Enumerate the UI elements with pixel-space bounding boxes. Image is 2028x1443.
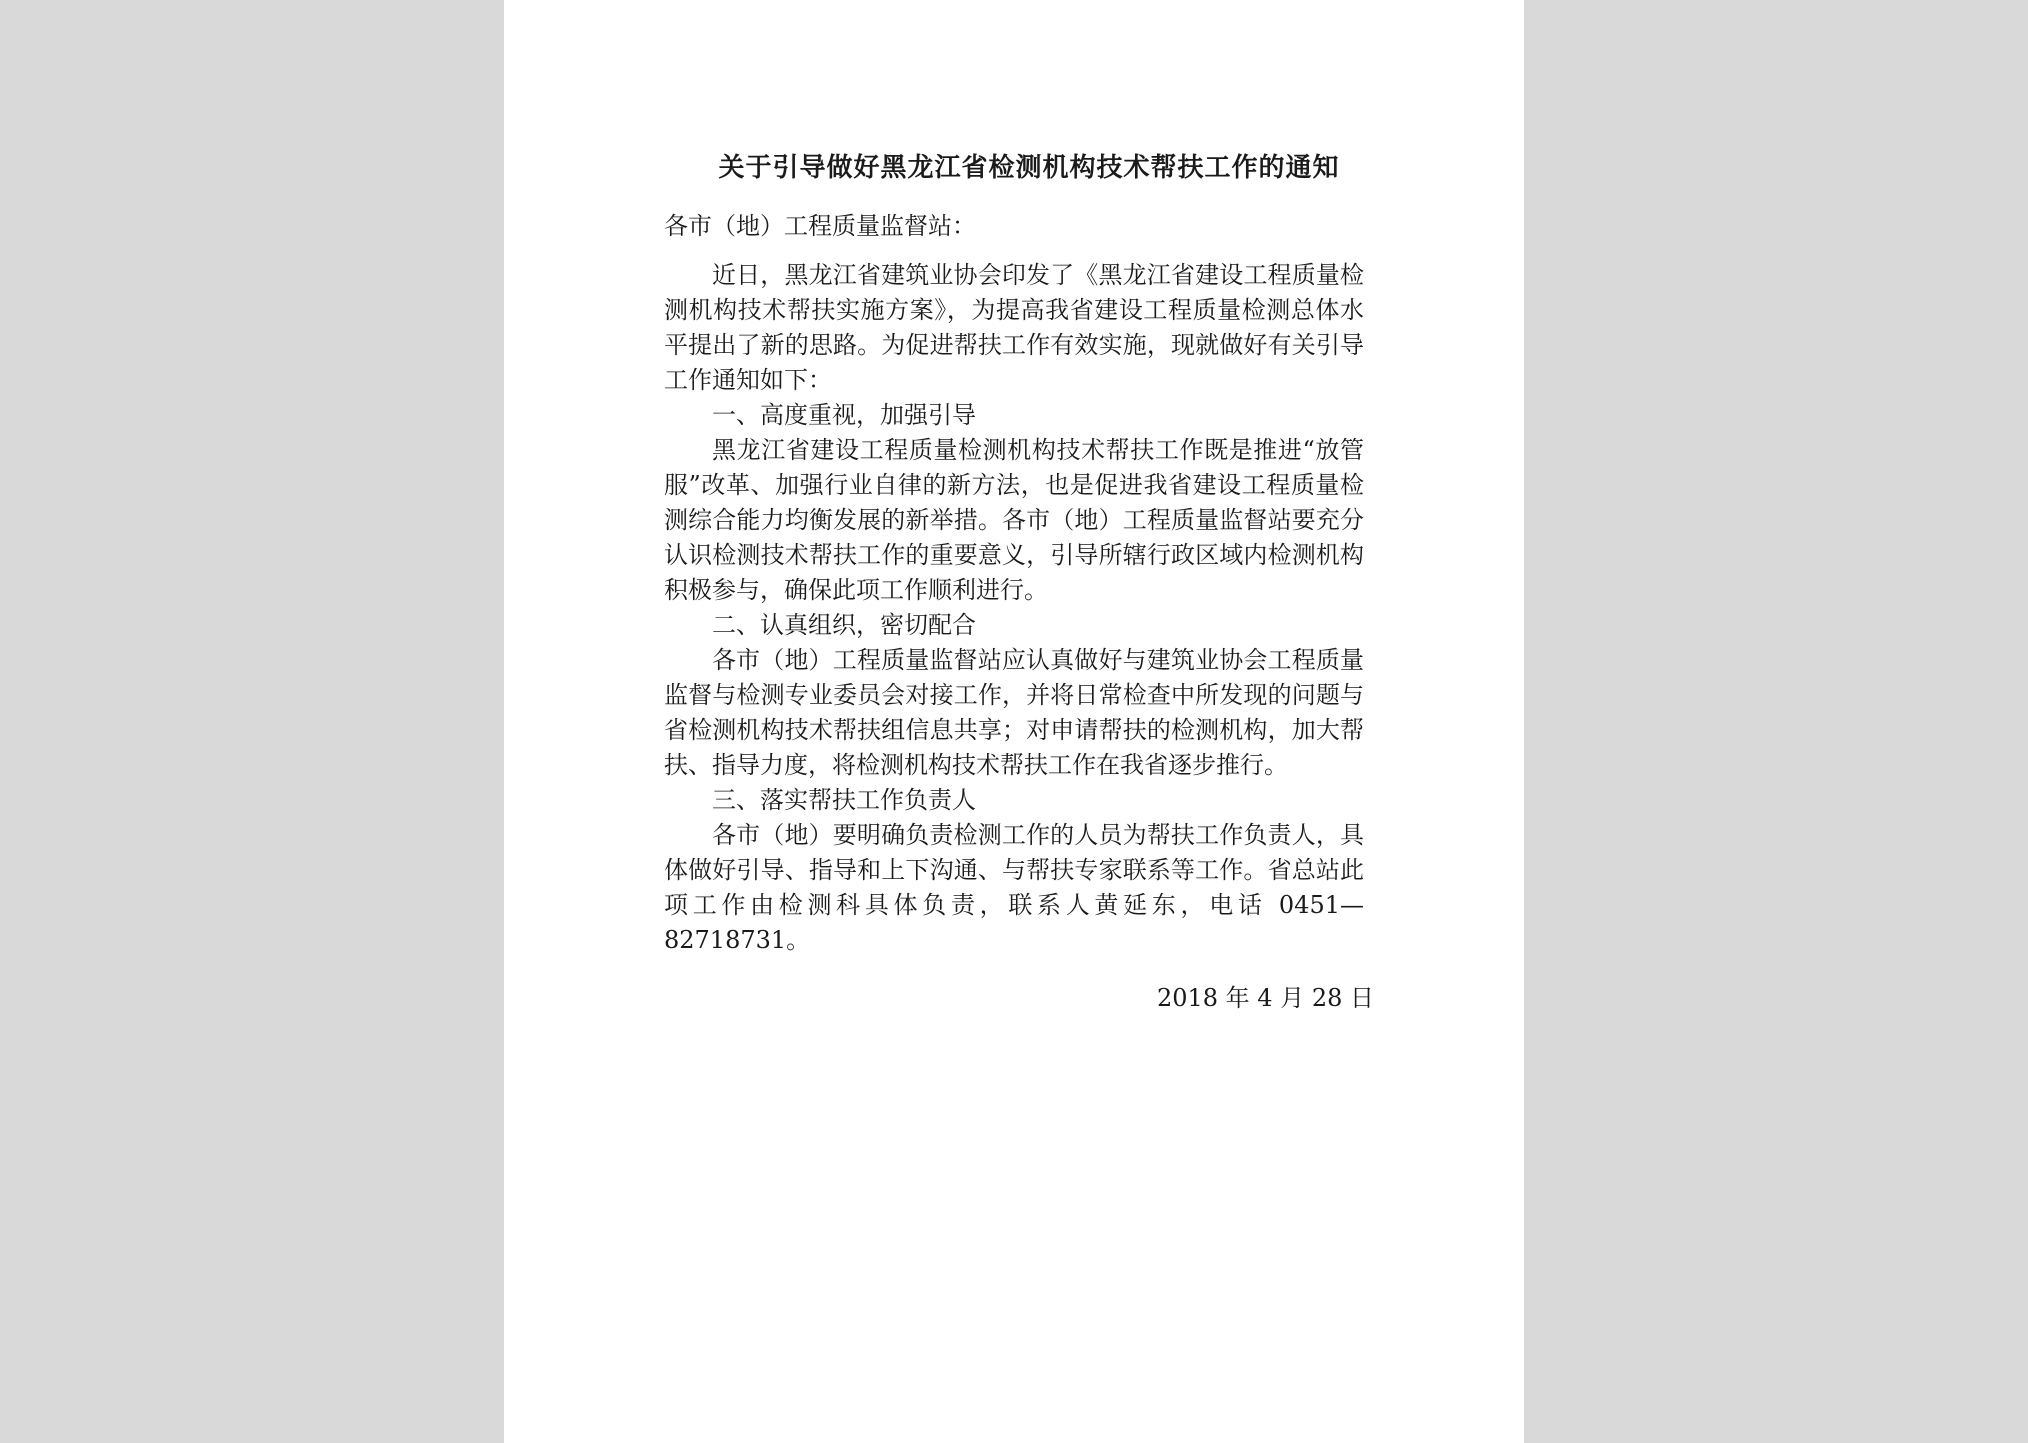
- document-title: 关于引导做好黑龙江省检测机构技术帮扶工作的通知: [718, 153, 1340, 183]
- section-paragraph-2: 各市（地）工程质量监督站应认真做好与建筑业协会工程质量监督与检测专业委员会对接工作，并将日常检查中所发现的问题与省检测机构技术帮扶组信息共享；对申请帮扶的检测机构，加大帮扶、指导力度，将检测机构技术帮扶工作在我省逐步推行。: [664, 646, 1364, 779]
- document-date: 2018 年 4 月 28 日: [1156, 984, 1374, 1012]
- document-content: [664, 150, 1374, 1016]
- intro-paragraph: 近日，黑龙江省建筑业协会印发了《黑龙江省建设工程质量检测机构技术帮扶实施方案》，为提高我省建设工程质量检测总体水平提出了新的思路。为促进帮扶工作有效实施，现就做好有关引导工作通知如下：: [664, 261, 1364, 394]
- section-paragraph-3: 各市（地）要明确负责检测工作的人员为帮扶工作负责人，具体做好引导、指导和上下沟通、与帮扶专家联系等工作。省总站此项工作由检测科具体负责，联系人黄延东，电话 0451—82718731。: [664, 821, 1364, 954]
- document-body: [664, 258, 1364, 958]
- document-page: [504, 0, 1524, 1443]
- section-paragraph-1: 黑龙江省建设工程质量检测机构技术帮扶工作既是推进“放管服”改革、加强行业自律的新方法，也是促进我省建设工程质量检测综合能力均衡发展的新举措。各市（地）工程质量监督站要充分认识检测技术帮扶工作的重要意义，引导所辖行政区域内检测机构积极参与，确保此项工作顺利进行。: [664, 436, 1364, 604]
- salutation: 各市（地）工程质量监督站：: [664, 212, 976, 240]
- section-heading-2: 二、认真组织，密切配合: [712, 611, 976, 639]
- section-heading-1: 一、高度重视，加强引导: [712, 401, 976, 429]
- section-heading-3: 三、落实帮扶工作负责人: [712, 786, 976, 814]
